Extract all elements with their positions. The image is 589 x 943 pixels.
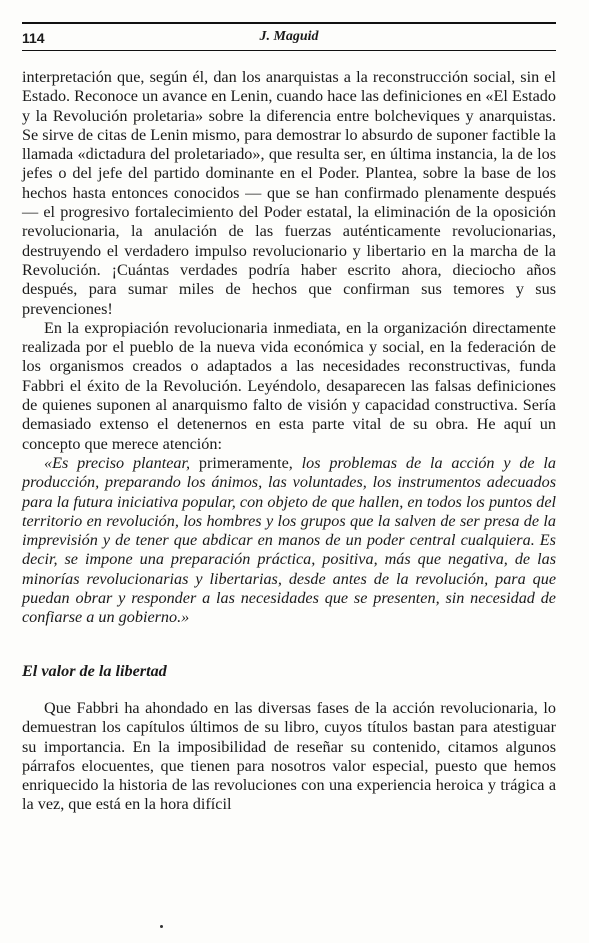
quote-body: los problemas de la acción y de la producción, preparando los ánimos, las voluntades, los instrumentos adecuados para la futura iniciativa popular, con objeto de que hallen, en todos los puntos del territorio en revolución, los hombres y los grupos que la salven de ser presa de la imprevisión y de tener que abdicar en manos de un poder central cualquiera. Es decir, se impone una preparación práctica, positiva, más que negativa, de las minorías revolucionarias y libertarias, desde antes de la revolución, para que puedan obrar y responder a las necesidades que se presenten, sin necesidad de confiarse a un gobierno.» — [22, 453, 556, 627]
paragraph-continuation: interpretación que, según él, dan los anarquistas a la reconstrucción social, sin el Estado. Reconoce un avance en Lenin, cuando hace las definiciones en «El Estado y la Revolución proletaria» sobre la diferencia entre bolcheviques y anarquistas. Se sirve de citas de Lenin mismo, para demostrar lo absurdo de suponer factible la llamada «dictadura del proletariado», que resulta ser, en última instancia, la de los jefes o del jefe del partido dominante en el Poder. Plantea, sobre la base de los hechos hasta entonces conocidos — que se han confirmado plenamente después — el progresivo fortalecimiento del Poder estatal, la eliminación de la oposición revolucionaria, la anulación de las fuerzas auténticamente revolucionarias, destruyendo el verdadero impulso revolucionario y libertario en la marcha de la Revolución. ¡Cuántas verdades podría haber escrito ahora, dieciocho años después, para sumar miles de hechos que confirman sus temores y sus prevenciones! — [22, 68, 556, 318]
print-speck — [160, 925, 163, 928]
section-heading: El valor de la libertad — [22, 661, 167, 680]
header-bottom-rule — [22, 50, 556, 51]
paragraph-expropriation: En la expropiación revolucionaria inmediata, en la organización directamente realizada por el pueblo de la nueva vida económica y social, en la federación de los organismos creados o adaptados a las necesidades reconstructivas, funda Fabbri el éxito de la Revolución. Leyéndolo, desaparecen las falsas definiciones de quienes suponen al anarquismo falto de visión y capacidad constructiva. Sería demasiado extenso el detenernos en esta parte vital de su obra. He aquí un concepto que merece atención: — [22, 318, 556, 453]
quote-opening: «Es preciso plantear, — [44, 453, 191, 472]
paragraph-fabbri-revolution: Que Fabbri ha ahondado en las diversas fases de la acción revolucionaria, lo demuestran los capítulos últimos de su libro, cuyos títulos bastan para atestiguar su importancia. En la imposibilidad de reseñar su contenido, citamos algunos párrafos elocuentes, que tienen para nosotros valor especial, puesto que hemos enriquecido la historia de las revoluciones con una experiencia heroica y trágica a la vez, que está en la hora difícil — [22, 698, 556, 814]
header-top-rule — [22, 22, 556, 24]
body-text — [22, 68, 556, 815]
running-head: J. Maguid — [259, 29, 319, 44]
page-header — [22, 28, 556, 50]
quote-roman-insert: primeramente, — [190, 453, 302, 472]
page-number: 114 — [22, 30, 45, 46]
block-quotation — [22, 454, 556, 628]
